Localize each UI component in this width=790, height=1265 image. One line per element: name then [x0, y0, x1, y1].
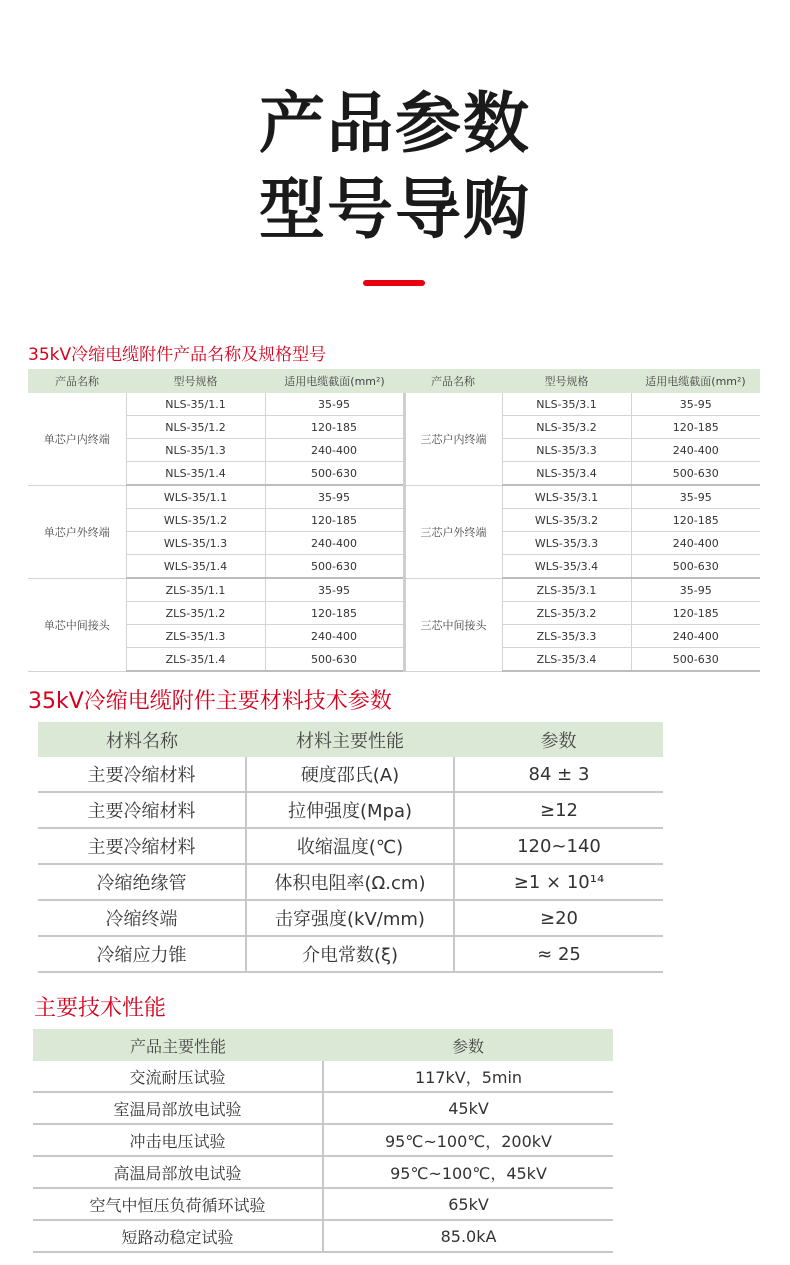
- model-cell: ZLS-35/3.4: [502, 648, 631, 672]
- model-cell: NLS-35/1.2: [126, 416, 265, 439]
- material-property-cell: 介电常数(ξ): [246, 936, 454, 972]
- cable-section-cell: 500-630: [265, 555, 404, 579]
- model-cell: ZLS-35/3.3: [502, 625, 631, 648]
- material-name-cell: 冷缩应力锥: [38, 936, 246, 972]
- cable-section-cell: 120-185: [265, 416, 404, 439]
- cable-section-cell: 120-185: [631, 416, 760, 439]
- cable-section-cell: 35-95: [265, 485, 404, 509]
- cable-section-cell: 500-630: [631, 462, 760, 486]
- model-cell: WLS-35/1.1: [126, 485, 265, 509]
- cable-section-cell: 240-400: [265, 439, 404, 462]
- section1-title: 35kV冷缩电缆附件产品名称及规格型号: [28, 345, 327, 365]
- header-product-name: 产品名称: [404, 369, 502, 393]
- table-row: [28, 532, 760, 555]
- table-row: [33, 1220, 613, 1252]
- product-name-cell: 三芯户内终端: [404, 393, 502, 485]
- table-row: [28, 485, 760, 509]
- material-property-cell: 体积电阻率(Ω.cm): [246, 864, 454, 900]
- product-name-cell: 三芯户外终端: [404, 485, 502, 578]
- material-name-cell: 冷缩终端: [38, 900, 246, 936]
- model-cell: WLS-35/1.2: [126, 509, 265, 532]
- model-cell: WLS-35/3.3: [502, 532, 631, 555]
- cable-section-cell: 500-630: [265, 648, 404, 672]
- model-cell: NLS-35/1.4: [126, 462, 265, 486]
- material-name-cell: 主要冷缩材料: [38, 828, 246, 864]
- table-header-row: [28, 369, 760, 393]
- table-row: [28, 555, 760, 579]
- model-cell: NLS-35/3.4: [502, 462, 631, 486]
- product-name-cell: 三芯中间接头: [404, 578, 502, 671]
- table-row: [38, 900, 663, 936]
- title-divider: [363, 280, 425, 286]
- product-name-cell: 单芯户内终端: [28, 393, 126, 485]
- performance-cell: 短路动稳定试验: [33, 1220, 323, 1252]
- header-material-property: 材料主要性能: [246, 722, 454, 757]
- table-row: [38, 757, 663, 792]
- model-cell: NLS-35/3.1: [502, 393, 631, 416]
- page-title-line2: 型号导购: [259, 171, 531, 248]
- model-cell: ZLS-35/1.1: [126, 578, 265, 602]
- table-header-row: [38, 722, 663, 757]
- cable-section-cell: 35-95: [265, 393, 404, 416]
- product-name-cell: 单芯中间接头: [28, 578, 126, 671]
- model-cell: ZLS-35/1.2: [126, 602, 265, 625]
- model-cell: NLS-35/3.3: [502, 439, 631, 462]
- parameter-cell: ≥1 × 10¹⁴: [454, 864, 663, 900]
- parameter-cell: 95℃~100℃，45kV: [323, 1156, 613, 1188]
- section2-title: 35kV冷缩电缆附件主要材料技术参数: [28, 689, 392, 714]
- cable-section-cell: 35-95: [631, 578, 760, 602]
- table-header-row: [33, 1029, 613, 1061]
- table-row: [33, 1092, 613, 1124]
- table-row: [28, 439, 760, 462]
- model-cell: WLS-35/3.4: [502, 555, 631, 579]
- material-property-cell: 击穿强度(kV/mm): [246, 900, 454, 936]
- cable-section-cell: 35-95: [631, 485, 760, 509]
- header-material-name: 材料名称: [38, 722, 246, 757]
- performance-cell: 高温局部放电试验: [33, 1156, 323, 1188]
- material-params-table: [38, 722, 663, 973]
- parameter-cell: ≥12: [454, 792, 663, 828]
- performance-cell: 交流耐压试验: [33, 1061, 323, 1092]
- material-property-cell: 收缩温度(℃): [246, 828, 454, 864]
- cable-section-cell: 120-185: [265, 509, 404, 532]
- header-cable-section: 适用电缆截面(mm²): [631, 369, 760, 393]
- header-product-name: 产品名称: [28, 369, 126, 393]
- cable-section-cell: 500-630: [631, 648, 760, 672]
- model-cell: ZLS-35/3.1: [502, 578, 631, 602]
- performance-cell: 室温局部放电试验: [33, 1092, 323, 1124]
- table-row: [33, 1156, 613, 1188]
- material-property-cell: 硬度邵氏(A): [246, 757, 454, 792]
- table-row: [38, 864, 663, 900]
- model-cell: ZLS-35/1.4: [126, 648, 265, 672]
- material-name-cell: 冷缩绝缘管: [38, 864, 246, 900]
- parameter-cell: ≈ 25: [454, 936, 663, 972]
- table-row: [38, 936, 663, 972]
- parameter-cell: 120~140: [454, 828, 663, 864]
- product-name-cell: 单芯户外终端: [28, 485, 126, 578]
- cable-section-cell: 120-185: [265, 602, 404, 625]
- cable-section-cell: 35-95: [265, 578, 404, 602]
- tech-performance-table: [33, 1029, 613, 1253]
- model-cell: ZLS-35/1.3: [126, 625, 265, 648]
- parameter-cell: 65kV: [323, 1188, 613, 1220]
- section3-title: 主要技术性能: [34, 996, 167, 1021]
- model-cell: WLS-35/1.3: [126, 532, 265, 555]
- parameter-cell: ≥20: [454, 900, 663, 936]
- cable-section-cell: 500-630: [631, 555, 760, 579]
- material-property-cell: 拉伸强度(Mpa): [246, 792, 454, 828]
- model-cell: NLS-35/1.1: [126, 393, 265, 416]
- cable-section-cell: 240-400: [631, 625, 760, 648]
- table-row: [28, 509, 760, 532]
- table-row: [38, 828, 663, 864]
- cable-section-cell: 120-185: [631, 602, 760, 625]
- header-cable-section: 适用电缆截面(mm²): [265, 369, 404, 393]
- material-name-cell: 主要冷缩材料: [38, 792, 246, 828]
- model-cell: WLS-35/1.4: [126, 555, 265, 579]
- cable-section-cell: 120-185: [631, 509, 760, 532]
- cable-section-cell: 240-400: [631, 532, 760, 555]
- header-performance: 产品主要性能: [33, 1029, 323, 1061]
- performance-cell: 空气中恒压负荷循环试验: [33, 1188, 323, 1220]
- spec-model-table: [28, 369, 760, 672]
- table-row: [28, 578, 760, 602]
- cable-section-cell: 240-400: [631, 439, 760, 462]
- parameter-cell: 95℃~100℃，200kV: [323, 1124, 613, 1156]
- page-title-line1: 产品参数: [259, 85, 531, 162]
- header-parameter: 参数: [454, 722, 663, 757]
- table-row: [33, 1124, 613, 1156]
- header-model: 型号规格: [126, 369, 265, 393]
- cable-section-cell: 35-95: [631, 393, 760, 416]
- parameter-cell: 85.0kA: [323, 1220, 613, 1252]
- table-row: [33, 1061, 613, 1092]
- table-row: [28, 393, 760, 416]
- cable-section-cell: 500-630: [265, 462, 404, 486]
- model-cell: NLS-35/1.3: [126, 439, 265, 462]
- cable-section-cell: 240-400: [265, 625, 404, 648]
- model-cell: NLS-35/3.2: [502, 416, 631, 439]
- parameter-cell: 117kV，5min: [323, 1061, 613, 1092]
- table-row: [28, 416, 760, 439]
- material-name-cell: 主要冷缩材料: [38, 757, 246, 792]
- parameter-cell: 84 ± 3: [454, 757, 663, 792]
- table-row: [33, 1188, 613, 1220]
- performance-cell: 冲击电压试验: [33, 1124, 323, 1156]
- cable-section-cell: 240-400: [265, 532, 404, 555]
- table-row: [28, 648, 760, 672]
- table-row: [28, 625, 760, 648]
- header-parameter: 参数: [323, 1029, 613, 1061]
- table-row: [28, 602, 760, 625]
- table-row: [28, 462, 760, 486]
- parameter-cell: 45kV: [323, 1092, 613, 1124]
- model-cell: WLS-35/3.1: [502, 485, 631, 509]
- model-cell: WLS-35/3.2: [502, 509, 631, 532]
- header-model: 型号规格: [502, 369, 631, 393]
- model-cell: ZLS-35/3.2: [502, 602, 631, 625]
- table-row: [38, 792, 663, 828]
